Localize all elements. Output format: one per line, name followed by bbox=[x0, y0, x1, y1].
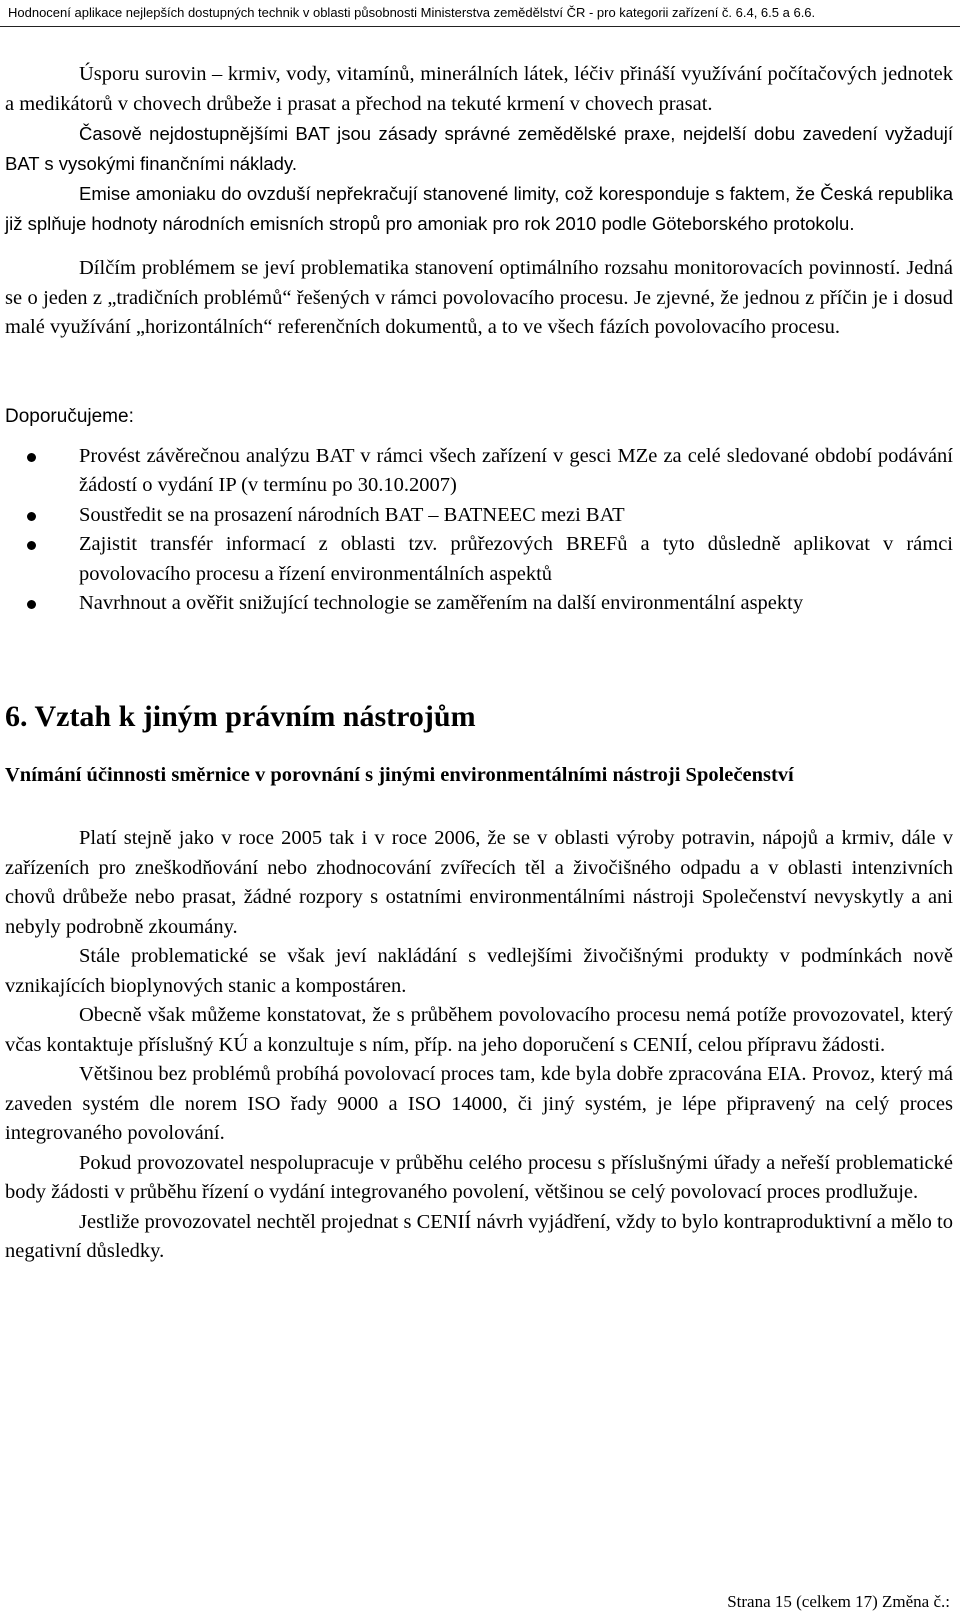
bullet-icon bbox=[27, 600, 36, 609]
spacer bbox=[5, 737, 953, 761]
bullet-icon bbox=[27, 541, 36, 550]
section-paragraph-1: Platí stejně jako v roce 2005 tak i v roce 2006, že se v oblasti výroby potravin, nápojů a krmiv, dále v zařízeních pro zneškodňování nebo zhodnocování zvířecích těl a živočišného odpadu a v oblasti intenzivních chovů drůbeže nebo prasat, žádné rozpory s ostatními environmentálními nástroji Společenství nevyskytly a ani nebyly podrobně zkoumány. bbox=[5, 827, 953, 938]
intro-paragraph-2: Časově nejdostupnějšími BAT jsou zásady správné zemědělské praxe, nejdelší dobu zavedení vyžadují BAT s vysokými finančními náklady. bbox=[5, 123, 953, 174]
section-paragraph-2: Stále problematické se však jeví nakládání s vedlejšími živočišnými produkty v podmínkách nově vznikajících bioplynových stanic a kompostáren. bbox=[5, 945, 953, 997]
intro-paragraph-1: Úsporu surovin – krmiv, vody, vitamínů, minerálních látek, léčiv přináší využívání počítačových jednotek a medikátorů v chovech drůbeže i prasat a přechod na tekuté krmení v chovech prasat. bbox=[5, 63, 953, 115]
bullet-icon bbox=[27, 453, 36, 462]
spacer bbox=[5, 619, 953, 697]
recommendations-title: Doporučujeme: bbox=[5, 405, 134, 427]
section-paragraph-4: Většinou bez problémů probíhá povolovací proces tam, kde byla dobře zpracována EIA. Provoz, který má zaveden systém dle norem ISO řady 9000 a ISO 14000, či jiný systém, je lépe připravený na celý proces integrovaného povolování. bbox=[5, 1063, 953, 1144]
list-item: Zajistit transfér informací z oblasti tzv. průřezových BREFů a tyto důsledně aplikovat v rámci povolovacího procesu a řízení environmentálních aspektů bbox=[5, 530, 953, 589]
intro-paragraph-4: Dílčím problémem se jeví problematika stanovení optimálního rozsahu monitorovacích povinností. Jedná se o jeden z „tradičních problémů“ řešených v rámci povolovacího procesu. Je zjevné, že jednou z příčin je i dosud malé využívání „horizontálních“ referenčních dokumentů, a to ve všech fázích povolovacího procesu. bbox=[5, 257, 953, 338]
spacer bbox=[5, 790, 953, 824]
spacer bbox=[5, 343, 953, 402]
section-heading: 6. Vztah k jiným právním nástrojům bbox=[5, 699, 476, 733]
section-subheading: Vnímání účinnosti směrnice v porovnání s jinými environmentálními nástroji Společenství bbox=[5, 763, 794, 786]
list-item: Soustředit se na prosazení národních BAT – BATNEEC mezi BAT bbox=[5, 501, 953, 531]
page-footer: Strana 15 (celkem 17) Změna č.: bbox=[727, 1592, 950, 1611]
bullet-icon bbox=[27, 512, 36, 521]
section-paragraph-6: Jestliže provozovatel nechtěl projednat s CENIÍ návrh vyjádření, vždy to bylo kontraproduktivní a mělo to negativní důsledky. bbox=[5, 1210, 953, 1262]
spacer bbox=[5, 239, 953, 254]
intro-paragraph-3: Emise amoniaku do ovzduší nepřekračují stanovené limity, což koresponduje s faktem, že Česká republika již splňuje hodnoty národních emisních stropů pro amoniak pro rok 2010 podle Göteborského protokolu. bbox=[5, 183, 953, 234]
running-header: Hodnocení aplikace nejlepších dostupných technik v oblasti působnosti Ministerstva zemědělství ČR - pro kategorii zařízení č. 6.4, 6.5 a 6.6. bbox=[0, 0, 960, 27]
list-item: Provést závěrečnou analýzu BAT v rámci všech zařízení v gesci MZe za celé sledované období podávání žádostí o vydání IP (v termínu po 30.10.2007) bbox=[5, 442, 953, 501]
page-body bbox=[5, 60, 953, 1267]
section-paragraph-3: Obecně však můžeme konstatovat, že s průběhem povolovacího procesu nemá potíže provozovatel, který včas kontaktuje příslušný KÚ a konzultuje s ním, příp. na jeho doporučení s CENIÍ, celou přípravu žádosti. bbox=[5, 1004, 953, 1056]
recommendations-list bbox=[5, 442, 953, 619]
list-item: Navrhnout a ověřit snižující technologie se zaměřením na další environmentální aspekty bbox=[5, 589, 953, 619]
section-paragraph-5: Pokud provozovatel nespolupracuje v průběhu celého procesu s příslušnými úřady a neřeší problematické body žádosti v průběhu řízení o vydání integrovaného povolení, většinou se celý povolovací proces prodlužuje. bbox=[5, 1151, 953, 1203]
